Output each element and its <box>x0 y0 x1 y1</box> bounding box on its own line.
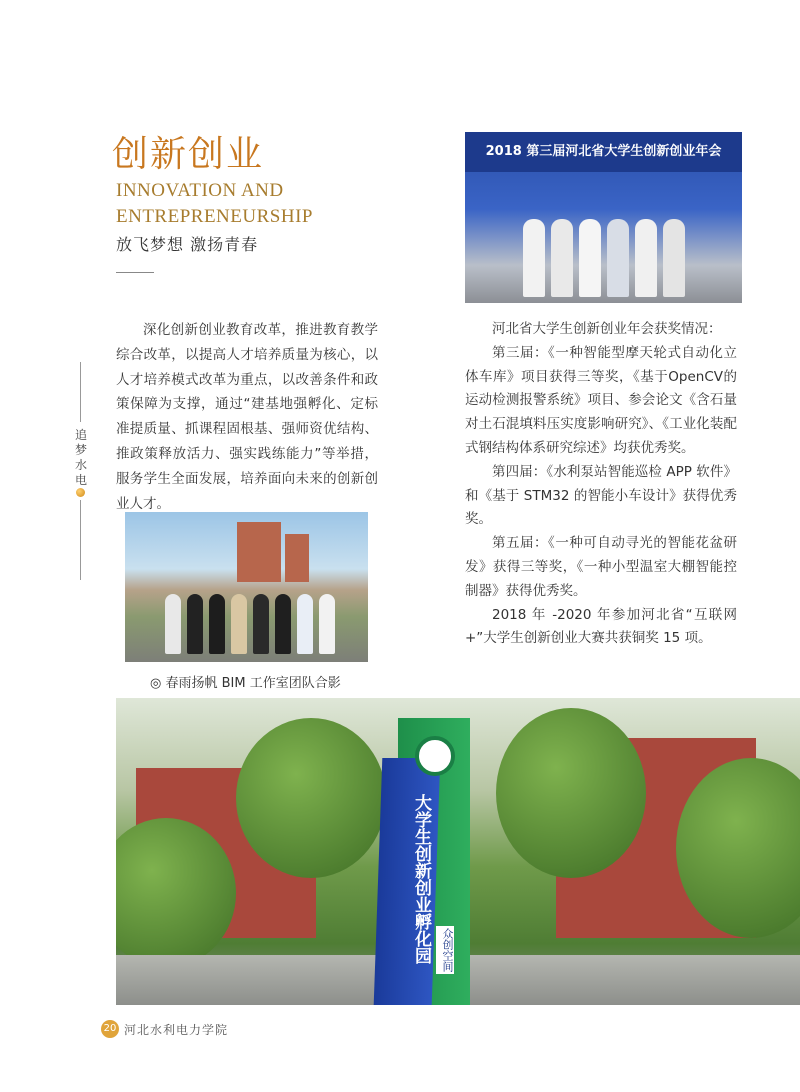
page-number: 20 <box>101 1020 119 1038</box>
person-figure <box>231 594 247 654</box>
intro-paragraph: 深化创新创业教育改革，推进教育教学综合改革，以提高人才培养质量为核心，以人才培养模式改革为重点，以改善条件和政策保障为支撑，通过“建基地强孵化、定标准提质量、抓课程固根基、强师资优结构、推政策释放活力、强实践练能力”等举措，服务学生全面发展，培养面向未来的创新创业人才。 <box>116 322 378 512</box>
incubator-sign-text: 大学生创新创业孵化园 <box>411 794 431 964</box>
person-figure <box>253 594 269 654</box>
awards-column <box>465 318 737 651</box>
building-shape <box>285 534 309 582</box>
maker-space-sign-text: 众创空间 <box>436 926 454 974</box>
awards-internet-plus: 2018 年 -2020 年参加河北省“互联网 +”大学生创新创业大赛共获铜奖 15 项。 <box>465 606 737 647</box>
section-subtitle: 放飞梦想 激扬青春 <box>116 235 259 254</box>
person-figure <box>319 594 335 654</box>
annual-meeting-team-photo <box>465 132 742 303</box>
side-divider-top <box>80 362 81 422</box>
photo-banner-text: 2018 第三届河北省大学生创新创业年会 <box>465 132 742 172</box>
person-figure <box>523 219 545 297</box>
awards-third-session: 第三届：《一种智能型摩天轮式自动化立体车库》项目获得三等奖，《基于OpenCV的运动检测报警系统》项目、参会论文《含石量对土石混填料压实度影响研究》、《工业化装配式钢结构体系研究综述》均获优秀奖。 <box>465 344 737 456</box>
building-shape <box>237 522 281 582</box>
tree-shape <box>236 718 386 878</box>
person-figure <box>663 219 685 297</box>
person-figure <box>635 219 657 297</box>
english-title-line1: INNOVATION AND <box>116 180 284 201</box>
person-figure <box>275 594 291 654</box>
bim-team-photo <box>125 512 368 662</box>
person-figure <box>209 594 225 654</box>
person-figure <box>165 594 181 654</box>
person-figure <box>579 219 601 297</box>
awards-intro: 河北省大学生创新创业年会获奖情况： <box>492 321 722 337</box>
person-figure <box>607 219 629 297</box>
person-figure <box>297 594 313 654</box>
incubator-campus-photo <box>116 698 800 1005</box>
side-column-label: 追梦水电 <box>74 428 87 487</box>
person-figure <box>551 219 573 297</box>
footer-school-name: 河北水利电力学院 <box>124 1023 229 1037</box>
photo-caption: ◎ 春雨扬帆 BIM 工作室团队合影 <box>150 676 341 691</box>
title-divider <box>116 272 154 273</box>
section-title: 创新创业 <box>112 134 265 175</box>
school-logo-icon <box>415 736 455 776</box>
person-figure <box>187 594 203 654</box>
side-divider-bottom <box>80 500 81 580</box>
tree-shape <box>496 708 646 878</box>
awards-fourth-session: 第四届：《水利泵站智能巡检 APP 软件》和《基于 STM32 的智能小车设计》获得优秀奖。 <box>465 463 737 528</box>
english-title-line2: ENTREPRENEURSHIP <box>116 206 313 227</box>
side-dot-icon <box>76 488 85 497</box>
awards-fifth-session: 第五届：《一种可自动寻光的智能花盆研发》获得三等奖，《一种小型温室大棚智能控制器》获得优秀奖。 <box>465 535 737 599</box>
